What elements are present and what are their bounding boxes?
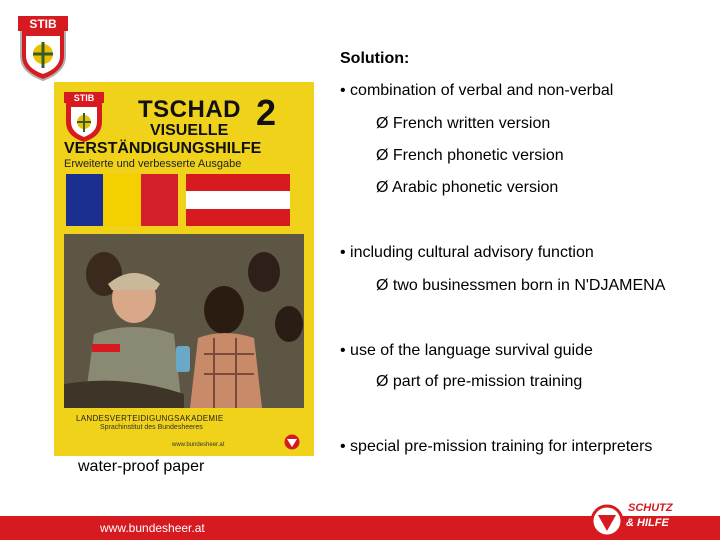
book-cover-image (54, 82, 314, 456)
bullet-verbal-nonverbal: • combination of verbal and non-verbal (340, 82, 614, 99)
sub-french-phonetic: Ø French phonetic version (376, 147, 564, 164)
sub-pre-mission-training: Ø part of pre-mission training (376, 373, 583, 390)
cover-subtitle-1: VISUELLE (150, 122, 229, 139)
cover-volume-number: 2 (256, 92, 277, 133)
bullet-survival-guide: • use of the language survival guide (340, 342, 593, 359)
cover-photo (64, 234, 304, 408)
sub-businessmen: Ø two businessmen born in N'DJAMENA (376, 277, 666, 294)
cover-title: TSCHAD (138, 96, 241, 123)
sub-arabic-phonetic: Ø Arabic phonetic version (376, 179, 559, 196)
footer-tagline-2: & HILFE (626, 517, 669, 529)
stib-shield-icon (18, 16, 68, 82)
cover-stib-badge-icon (64, 92, 104, 144)
logo-text: STIB (29, 17, 57, 31)
cover-subtitle-2: VERSTÄNDIGUNGSHILFE (64, 140, 262, 157)
cover-org-subname: Sprachinstitut des Bundesheeres (100, 424, 203, 431)
austria-flag (186, 174, 290, 226)
chad-flag (66, 174, 178, 226)
sub-french-written: Ø French written version (376, 115, 551, 132)
bullet-cultural-advisory: • including cultural advisory function (340, 244, 594, 261)
flags-row (66, 174, 300, 226)
image-caption: water-proof paper (78, 458, 205, 475)
cover-badge-text: STIB (73, 93, 95, 103)
bundesheer-footer-emblem-icon (590, 504, 624, 538)
cover-org-name: LANDESVERTEIDIGUNGSAKADEMIE (76, 414, 224, 423)
bullet-interpreters: • special pre-mission training for interpreters (340, 438, 653, 455)
footer-tagline-1: SCHUTZ (628, 502, 673, 514)
bundesheer-emblem-icon (284, 434, 300, 450)
footer-url: www.bundesheer.at (100, 521, 205, 535)
footer-bar (0, 502, 720, 540)
slide-title: Solution: (340, 50, 410, 67)
cover-url: www.bundesheer.at (172, 442, 225, 448)
cover-edition-note: Erweiterte und verbesserte Ausgabe (64, 158, 242, 170)
